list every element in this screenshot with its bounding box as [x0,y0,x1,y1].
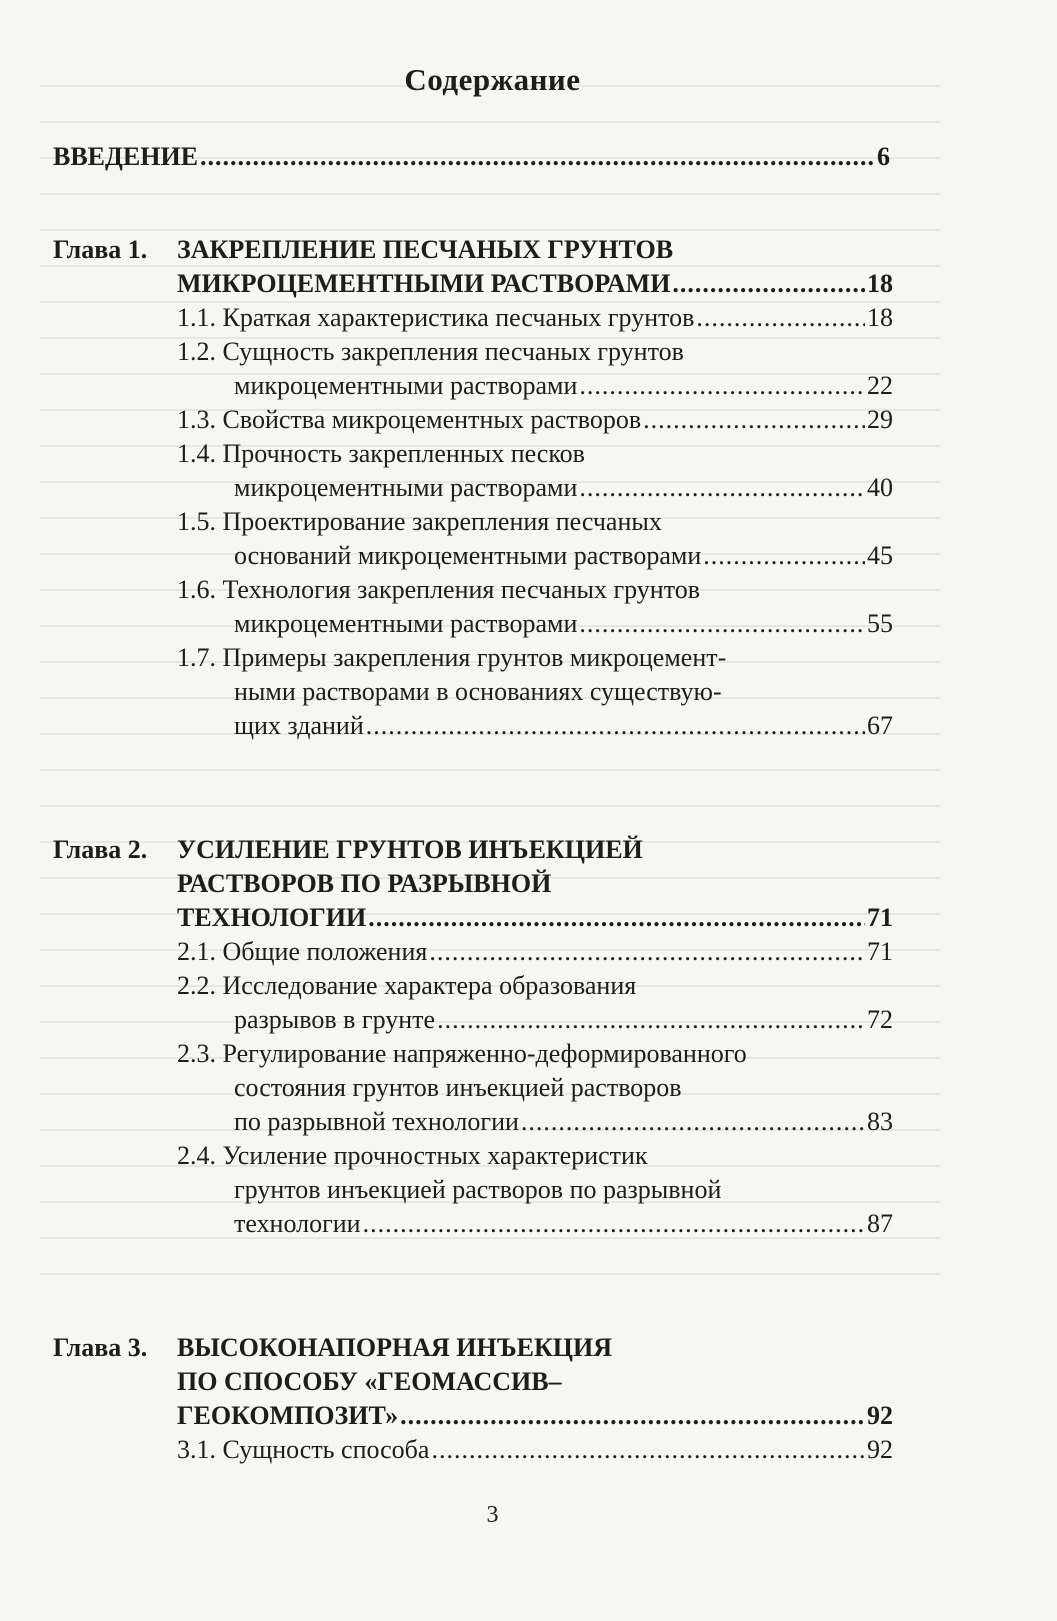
section-title: 1.1. Краткая характеристика песчаных грунтов [177,303,695,332]
toc-section-1-3 [53,403,893,437]
chapter-title-line: ГЕОКОМПОЗИТ» [177,1401,399,1430]
section-title: микроцементными растворами [234,609,578,638]
leader-dots [643,403,865,437]
section-page: 55 [867,609,893,638]
section-title: 1.7. Примеры закрепления грунтов микроцемент- [177,643,727,672]
section-title: 1.5. Проектирование закрепления песчаных [177,507,662,536]
section-title: 2.3. Регулирование напряженно-деформированного [177,1039,747,1068]
section-title: технологии [234,1209,361,1238]
section-title: щих зданий [234,711,364,740]
chapter-title-line: ТЕХНОЛОГИИ [177,903,367,932]
leader-dots [200,140,875,174]
section-title: оснований микроцементными растворами [234,541,702,570]
chapter-title-line: УСИЛЕНИЕ ГРУНТОВ ИНЪЕКЦИЕЙ [177,835,643,864]
section-page: 87 [867,1209,893,1238]
leader-dots [400,1399,865,1433]
leader-dots [431,1433,865,1467]
chapter-page: 71 [867,903,893,932]
leader-dots [672,267,865,301]
intro-page: 6 [877,142,890,171]
section-title: ными растворами в основаниях существую- [234,677,722,706]
leader-dots [366,709,865,743]
section-title: разрывов в грунте [234,1005,436,1034]
section-page: 71 [867,937,893,966]
section-page: 29 [867,405,893,434]
section-page: 22 [867,371,893,400]
chapter-title-line: МИКРОЦЕМЕНТНЫМИ РАСТВОРАМИ [177,269,671,298]
toc-entry-intro [53,140,890,174]
chapter-prefix: Глава 1. [53,235,148,264]
chapter-title-line: РАСТВОРОВ ПО РАЗРЫВНОЙ [177,869,552,898]
section-page: 72 [867,1005,893,1034]
section-title: 2.4. Усиление прочностных характеристик [177,1141,648,1170]
section-title: 3.1. Сущность способа [177,1435,430,1464]
section-page: 67 [867,711,893,740]
chapter-title-line: ПО СПОСОБУ «ГЕОМАССИВ– [177,1367,562,1396]
toc-section-1-1 [53,301,893,335]
section-page: 45 [867,541,893,570]
toc-section-1-2 [53,335,893,403]
leader-dots [368,901,865,935]
toc-section-1-5 [53,505,893,573]
chapter-prefix: Глава 2. [53,835,148,864]
toc-section-2-2 [53,969,893,1037]
section-title: 1.3. Свойства микроцементных растворов [177,405,642,434]
leader-dots [363,1207,865,1241]
section-title: 2.2. Исследование характера образования [177,971,637,1000]
toc-chapter-2 [53,833,893,1241]
leader-dots [579,369,865,403]
leader-dots [696,301,865,335]
leader-dots [437,1003,865,1037]
toc-chapter-1 [53,233,893,743]
section-title: 1.4. Прочность закрепленных песков [177,439,585,468]
section-page: 40 [867,473,893,502]
section-title: 2.1. Общие положения [177,937,428,966]
section-title: микроцементными растворами [234,473,578,502]
intro-label: ВВЕДЕНИЕ [53,142,199,171]
section-title: состояния грунтов инъекцией растворов [234,1073,682,1102]
section-page: 18 [867,303,893,332]
page-number: 3 [486,1502,499,1528]
section-title: по разрывной технологии [234,1107,519,1136]
leader-dots [521,1105,865,1139]
section-page: 92 [867,1435,893,1464]
chapter-title-line: ЗАКРЕПЛЕНИЕ ПЕСЧАНЫХ ГРУНТОВ [177,235,674,264]
leader-dots [579,471,865,505]
toc-section-1-6 [53,573,893,641]
section-title: микроцементными растворами [234,371,578,400]
chapter-page: 18 [867,269,893,298]
section-title: 1.6. Технология закрепления песчаных грунтов [177,575,701,604]
toc-chapter-3 [53,1331,893,1467]
toc-section-2-4 [53,1139,893,1241]
chapter-prefix: Глава 3. [53,1333,148,1362]
toc-section-1-7 [53,641,893,743]
toc-section-2-3 [53,1037,893,1139]
leader-dots [429,935,865,969]
leader-dots [579,607,865,641]
page-title: Содержание [404,62,581,97]
chapter-page: 92 [867,1401,893,1430]
section-page: 83 [867,1107,893,1136]
toc-section-3-1 [53,1433,893,1467]
chapter-title-line: ВЫСОКОНАПОРНАЯ ИНЪЕКЦИЯ [177,1333,613,1362]
toc-section-2-1 [53,935,893,969]
toc-section-1-4 [53,437,893,505]
leader-dots [703,539,865,573]
section-title: 1.2. Сущность закрепления песчаных грунтов [177,337,684,366]
section-title: грунтов инъекцией растворов по разрывной [234,1175,722,1204]
